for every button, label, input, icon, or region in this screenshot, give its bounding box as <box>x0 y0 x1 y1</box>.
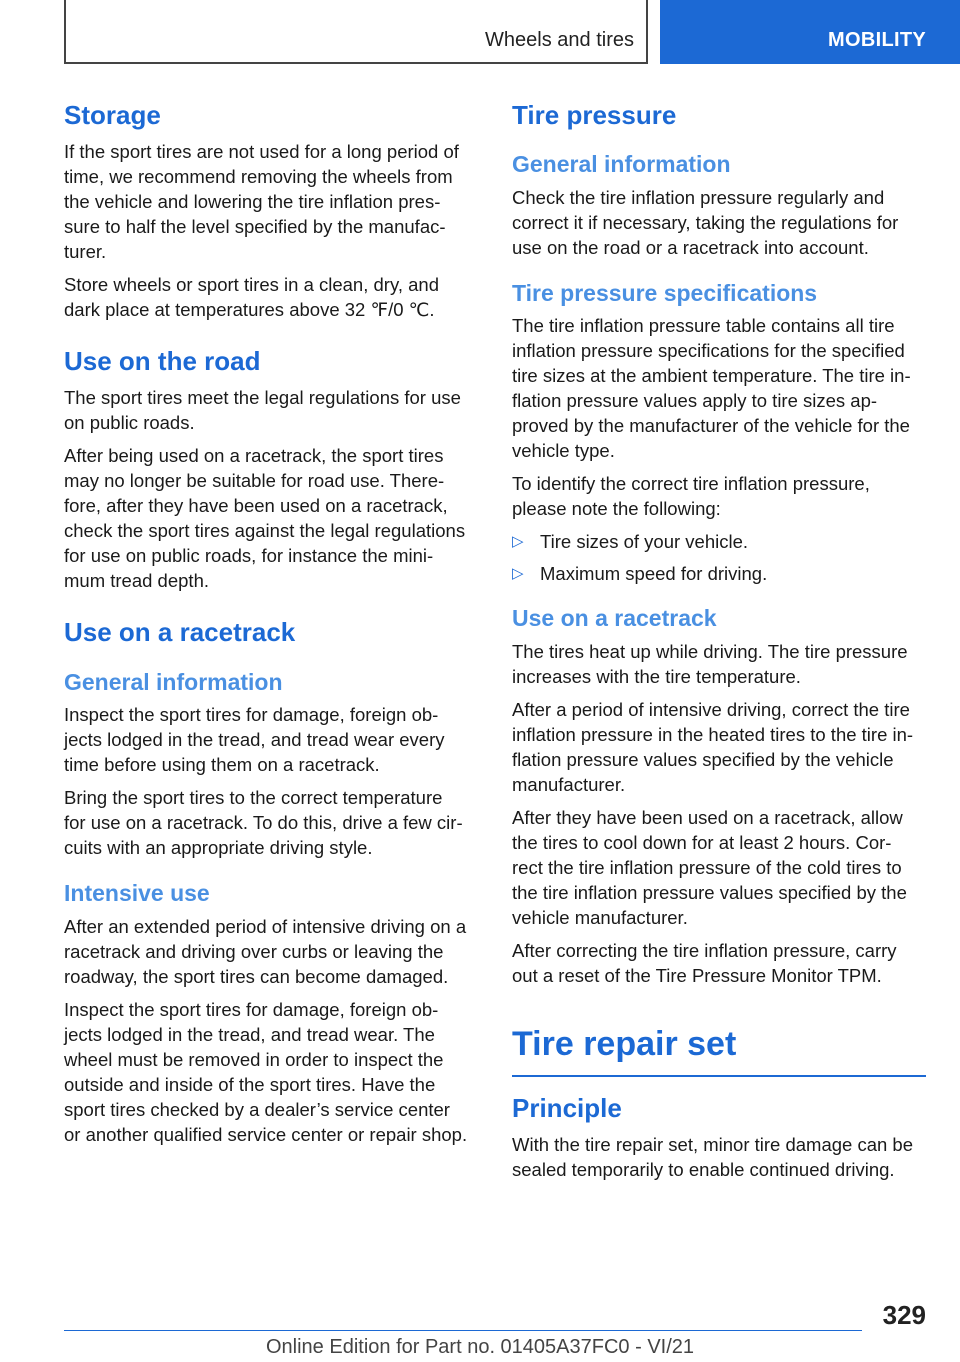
footer-divider <box>64 1330 862 1331</box>
storage-paragraph-2: Store wheels or sport tires in a clean, dry, and dark place at temperatures above 32 ℉/0 ℃. <box>64 274 439 321</box>
list-item <box>512 561 926 586</box>
chapter-title: MOBILITY <box>828 29 926 51</box>
page-number: 329 <box>882 1300 926 1330</box>
road-paragraph-1: The sport tires meet the legal regulations for use on public roads. <box>64 387 461 434</box>
subheading-general-information: General information <box>64 668 283 695</box>
subheading-use-on-racetrack: Use on a racetrack <box>512 605 717 632</box>
spec-bullet-list <box>512 529 926 586</box>
left-column <box>64 100 478 1155</box>
subheading-intensive-use: Intensive use <box>64 880 210 907</box>
heading-tire-pressure: Tire pressure <box>512 100 677 130</box>
race-paragraph-3: After they have been used on a racetrack, allow the tires to cool down for at least 2 hours. Cor‐ rect the tire inflation pressure of the cold tires to the tire inflation pressure values specified by the vehicle manufacturer. <box>512 806 907 928</box>
race-paragraph-2: After a period of intensive driving, correct the tire inflation pressure in the heated tires to the tire in‐ flation pressure values specified by the vehicle manufacturer. <box>512 698 914 795</box>
header-chapter-tab <box>660 0 960 64</box>
triangle-bullet-icon: ▷ <box>512 533 524 551</box>
triangle-bullet-icon: ▷ <box>512 565 524 583</box>
spec-paragraph-1: The tire inflation pressure table contains all tire inflation pressure specifications for the specified tire sizes at the ambient temperature. The tire in‐ flation pressure values apply to tire sizes ap‐ proved by the manufacturer of the vehicle for the vehicle type. <box>512 315 911 462</box>
right-column <box>512 100 926 1190</box>
subheading-tire-pressure-specifications: Tire pressure specifications <box>512 279 818 306</box>
road-paragraph-2: After being used on a racetrack, the sport tires may no longer be suitable for road use. There‐ fore, after they have been used on a racetrack, check the sport tires against the legal regulations for use on public roads, for instance the mini‐ mum tread depth. <box>64 445 466 592</box>
intensive-paragraph-1: After an extended period of intensive driving on a racetrack and driving over curbs or leaving the roadway, the sport tires can become damaged. <box>64 915 467 987</box>
section-title: Wheels and tires <box>485 29 634 51</box>
list-item <box>512 529 926 554</box>
heading-storage: Storage <box>64 100 161 130</box>
race-paragraph-1: The tires heat up while driving. The tire pressure increases with the tire temperature. <box>512 640 908 687</box>
racetrack-general-paragraph-2: Bring the sport tires to the correct temperature for use on a racetrack. To do this, drive a few cir‐ cuits with an appropriate driving style. <box>64 787 463 859</box>
storage-paragraph-1: If the sport tires are not used for a long period of time, we recommend removing the wheels from the vehicle and lowering the tire inflation pres‐ sure to half the level specified by the manufac‐ turer. <box>64 141 459 263</box>
pressure-general-paragraph-1: Check the tire inflation pressure regularly and correct it if necessary, taking the regulations for use on the road or a racetrack into account. <box>512 186 899 258</box>
heading-use-on-racetrack: Use on a racetrack <box>64 617 296 648</box>
subheading-general-information: General information <box>512 151 731 178</box>
list-item-text: Maximum speed for driving. <box>540 563 768 585</box>
principle-paragraph-1: With the tire repair set, minor tire damage can be sealed temporarily to enable continued driving. <box>512 1133 914 1180</box>
intensive-paragraph-2: Inspect the sport tires for damage, foreign ob‐ jects lodged in the tread, and tread wear. The wheel must be removed in order to inspect the outside and inside of the sport tires. Have the sport tires checked by a dealer’s service center or another qualified service center or repair shop. <box>64 998 468 1145</box>
heading-use-on-road: Use on the road <box>64 346 261 377</box>
race-paragraph-4: After correcting the tire inflation pressure, carry out a reset of the Tire Pressure Monitor TPM. <box>512 939 897 986</box>
footer-edition: Online Edition for Part no. 01405A37FC0 - VI/21 <box>265 1336 695 1358</box>
list-item-text: Tire sizes of your vehicle. <box>540 531 749 553</box>
spec-paragraph-2: To identify the correct tire inflation pressure, please note the following: <box>512 473 870 520</box>
racetrack-general-paragraph-1: Inspect the sport tires for damage, foreign ob‐ jects lodged in the tread, and tread wear every time before using them on a racetrack. <box>64 704 445 776</box>
heading-tire-repair-set: Tire repair set <box>512 1024 926 1077</box>
heading-principle: Principle <box>512 1092 622 1123</box>
header-section-box <box>64 0 648 64</box>
